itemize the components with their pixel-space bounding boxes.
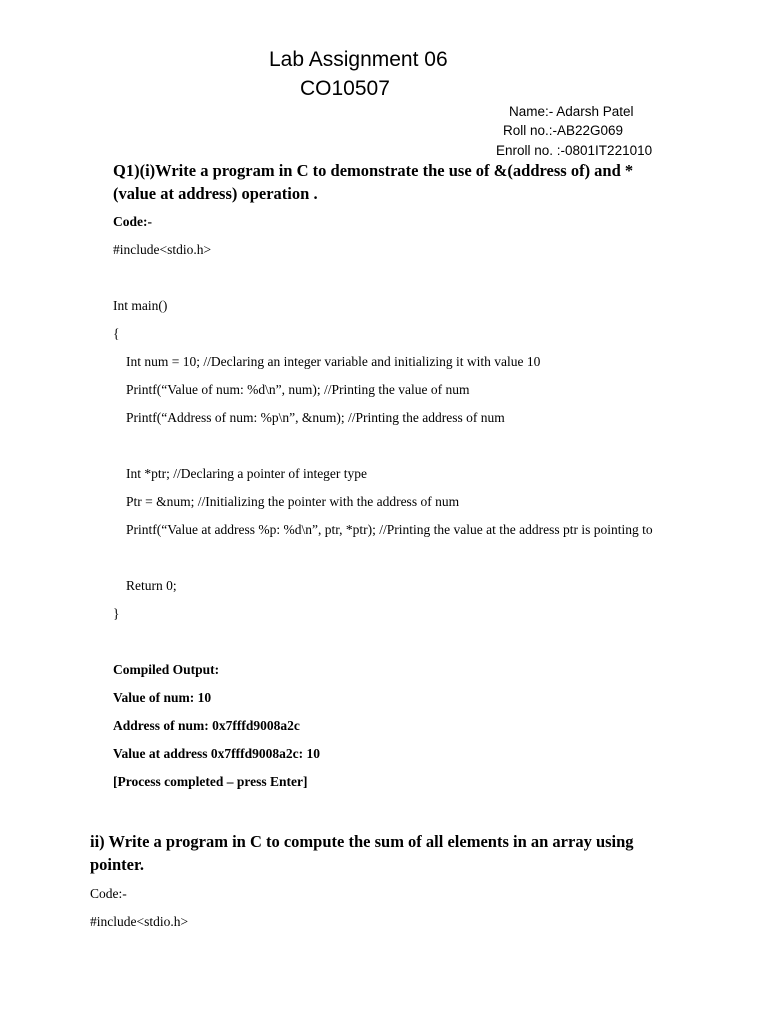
code-line: {	[113, 326, 120, 341]
code-line: Int *ptr; //Declaring a pointer of integer type	[126, 466, 368, 481]
student-enroll: Enroll no. :-0801IT221010	[496, 143, 653, 158]
code-line: Int num = 10; //Declaring an integer variable and initializing it with value 10	[126, 354, 541, 369]
student-name: Name:- Adarsh Patel	[509, 104, 634, 119]
q1-heading: Q1)(i)Write a program in C to demonstrate the use of &(address of) and *(value at address) operation .	[113, 161, 634, 203]
document-title: Lab Assignment 06	[269, 48, 448, 71]
student-roll: Roll no.:-AB22G069	[503, 123, 624, 138]
output-line: Value at address 0x7fffd9008a2c: 10	[113, 746, 321, 761]
q2-heading: ii) Write a program in C to compute the sum of all elements in an array using pointer.	[90, 832, 634, 874]
output-line: [Process completed – press Enter]	[113, 774, 308, 789]
output-label: Compiled Output:	[113, 662, 220, 677]
output-line: Value of num: 10	[113, 690, 212, 705]
code-line: #include<stdio.h>	[90, 914, 189, 929]
output-line: Address of num: 0x7fffd9008a2c	[113, 718, 300, 733]
q2-code-label: Code:-	[90, 886, 127, 901]
code-line: Int main()	[113, 298, 168, 313]
code-line: Printf(“Address of num: %p\n”, &num); //Printing the address of num	[126, 410, 505, 425]
code-line: Printf(“Value of num: %d\n”, num); //Printing the value of num	[126, 382, 470, 397]
code-line: Printf(“Value at address %p: %d\n”, ptr, *ptr); //Printing the value at the address ptr is pointing to	[126, 522, 653, 537]
course-code: CO10507	[300, 77, 390, 100]
code-line: #include<stdio.h>	[113, 242, 212, 257]
code-line: }	[113, 606, 120, 621]
q1-code-label: Code:-	[113, 214, 152, 229]
code-line: Return 0;	[126, 578, 177, 593]
code-line: Ptr = &num; //Initializing the pointer with the address of num	[126, 494, 460, 509]
